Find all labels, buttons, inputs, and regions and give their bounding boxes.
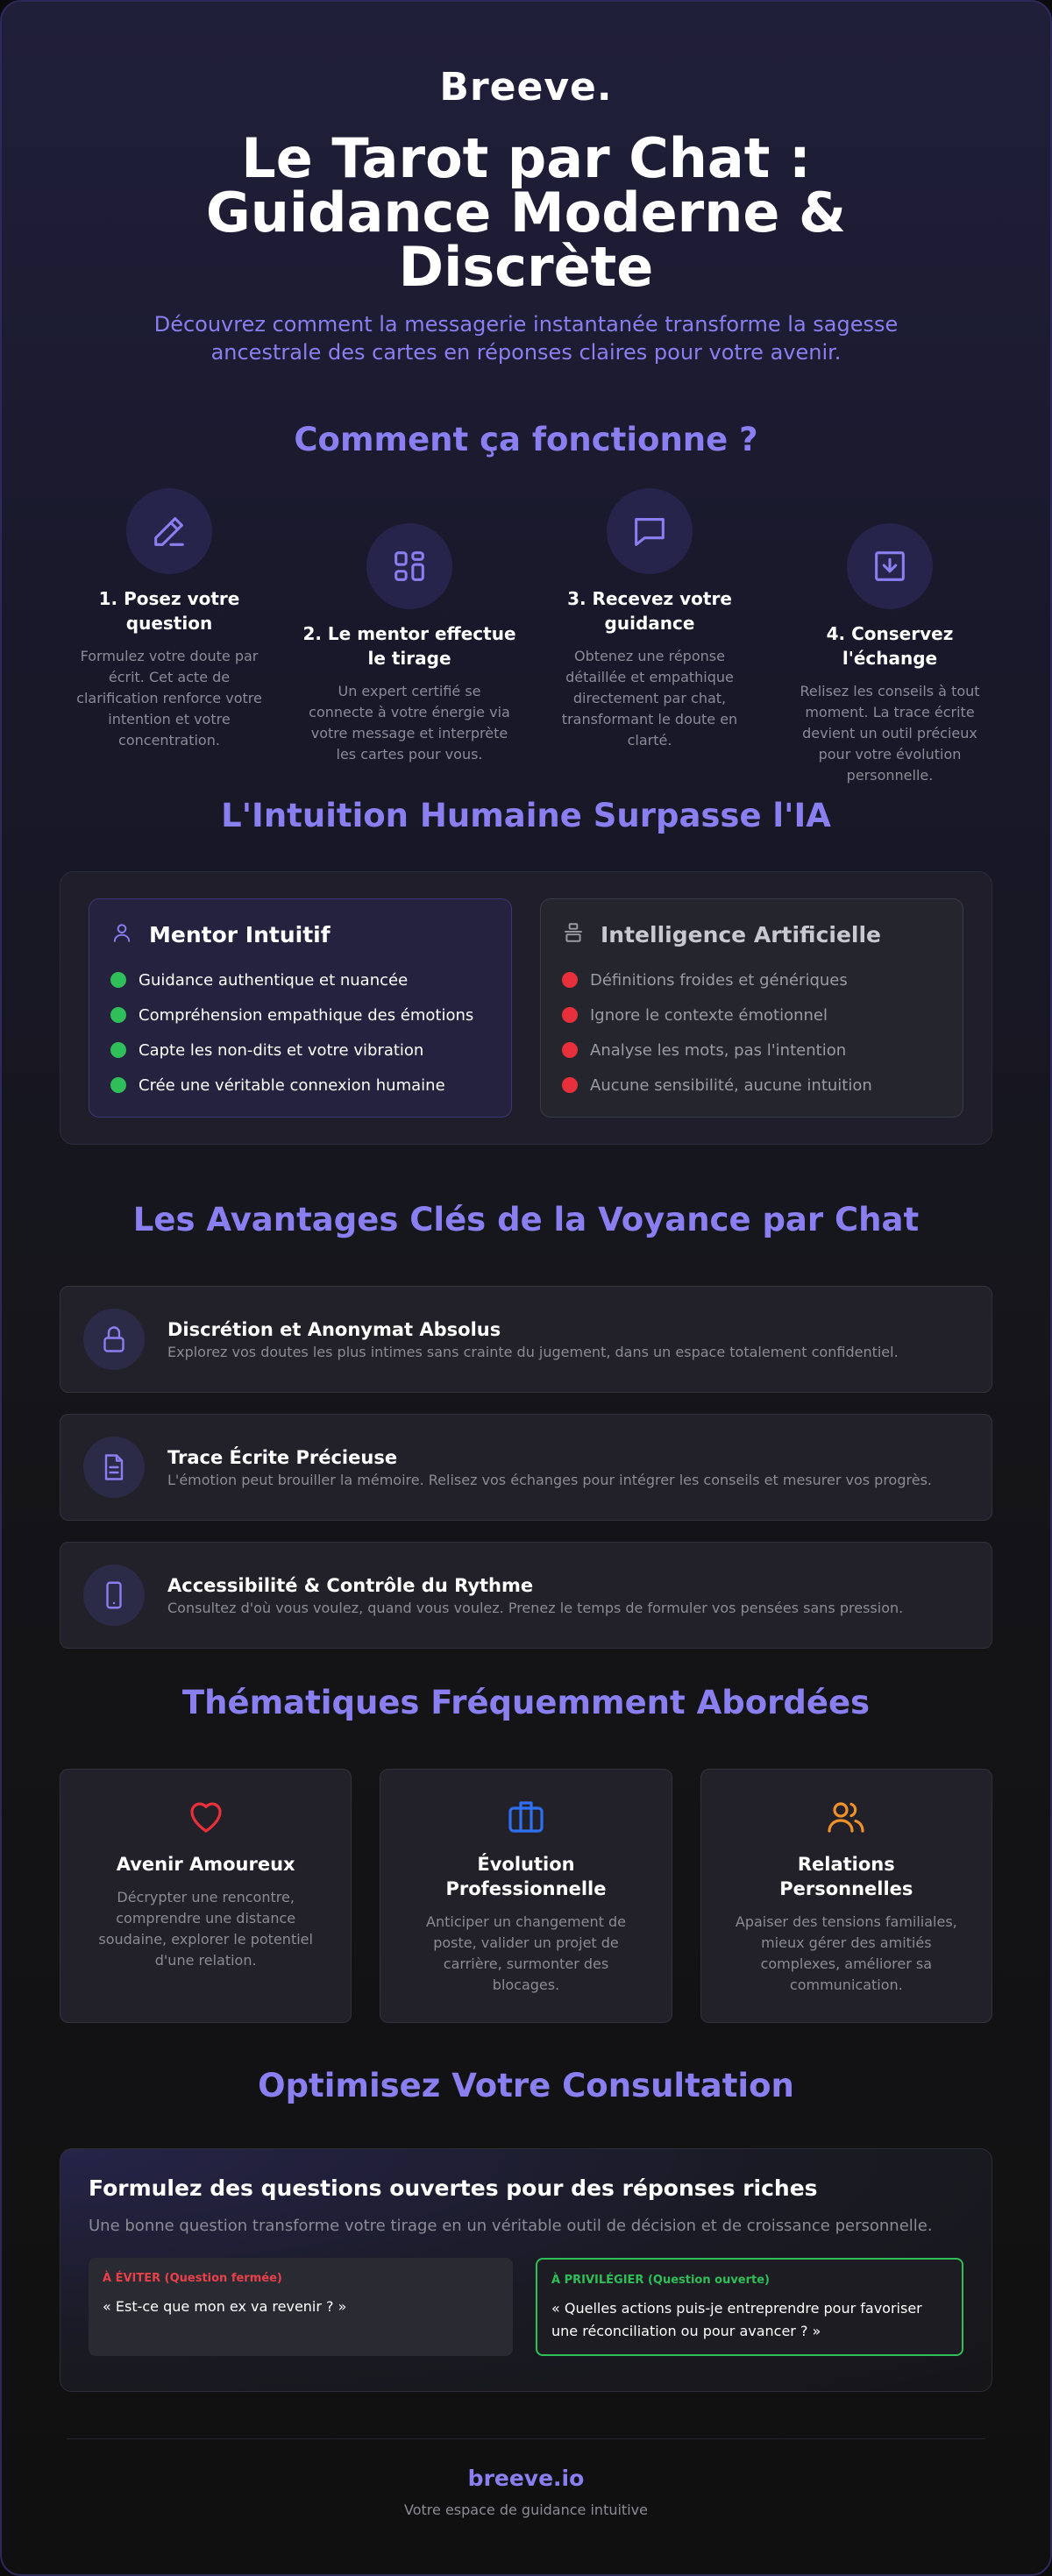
- list-item-text: Définitions froides et génériques: [590, 970, 848, 990]
- list-item-text: Aucune sensibilité, aucune intuition: [590, 1075, 872, 1095]
- step-item: [300, 523, 519, 765]
- example-avoid: [89, 2258, 513, 2356]
- document-icon: [83, 1437, 145, 1498]
- smartphone-icon: [83, 1565, 145, 1626]
- footer-brand-link[interactable]: breeve.io: [467, 2466, 585, 2491]
- benefit-card: [60, 1286, 992, 1393]
- pencil-icon: [126, 488, 212, 574]
- example-prefer: [536, 2258, 963, 2356]
- benefit-text: [167, 1447, 932, 1488]
- list-item-text: Analyse les mots, pas l'intention: [590, 1040, 847, 1060]
- benefit-text: [167, 1319, 899, 1360]
- cross-dot-icon: [562, 972, 578, 988]
- step-item: [540, 488, 759, 751]
- step-title: 1. Posez votre question: [98, 588, 240, 634]
- list-item: [110, 1033, 490, 1068]
- cross-dot-icon: [562, 1077, 578, 1093]
- benefit-title: Discrétion et Anonymat Absolus: [167, 1318, 501, 1340]
- page-title: Le Tarot par Chat : Guidance Moderne & Discrète: [205, 126, 847, 299]
- theme-desc: Décrypter une rencontre, comprendre une distance soudaine, explorer le potentiel d'une relation.: [98, 1889, 313, 1969]
- footer: [67, 2438, 985, 2518]
- section-title-how: Comment ça fonctionne ?: [294, 421, 758, 458]
- example-text: « Quelles actions puis-je entreprendre pour favoriser une réconciliation ou pour avancer ? »: [551, 2300, 922, 2339]
- step-title: 2. Le mentor effectue le tirage: [302, 623, 516, 669]
- list-item-text: Capte les non-dits et votre vibration: [139, 1040, 424, 1060]
- benefit-title: Trace Écrite Précieuse: [167, 1446, 398, 1468]
- benefit-desc: Consultez d'où vous voulez, quand vous voulez. Prenez le temps de formuler vos pensées sans pression.: [167, 1599, 904, 1616]
- list-item: [110, 962, 490, 997]
- theme-title: Évolution Professionnelle: [445, 1854, 607, 1899]
- comparison-card-header: [110, 919, 490, 950]
- hero-subtitle: Découvrez comment la messagerie instantanée transforme la sagesse ancestrale des cartes en réponses claires pour votre avenir.: [153, 312, 899, 365]
- step-item: [780, 523, 999, 786]
- lock-icon: [83, 1309, 145, 1370]
- robot-icon: [562, 921, 585, 947]
- comparison-card-ai: [540, 898, 963, 1118]
- list-item-text: Compréhension empathique des émotions: [139, 1005, 474, 1025]
- optimize-card: [60, 2148, 992, 2392]
- theme-desc: Apaiser des tensions familiales, mieux gérer des amitiés complexes, améliorer sa communication.: [735, 1913, 957, 1993]
- heart-icon: [92, 1796, 319, 1842]
- section-title-optimize: Optimisez Votre Consultation: [258, 2067, 794, 2104]
- chat-bubble-icon: [607, 488, 693, 574]
- example-text: « Est-ce que mon ex va revenir ? »: [103, 2298, 347, 2315]
- list-item-text: Ignore le contexte émotionnel: [590, 1005, 828, 1025]
- theme-card: [60, 1769, 352, 2023]
- check-dot-icon: [110, 1077, 126, 1093]
- comparison-card-header: [562, 919, 942, 950]
- list-item: [562, 1068, 942, 1103]
- brand-logo[interactable]: Breeve.: [439, 65, 613, 110]
- user-icon: [110, 921, 133, 947]
- users-icon: [733, 1796, 960, 1842]
- check-dot-icon: [110, 972, 126, 988]
- check-dot-icon: [110, 1007, 126, 1023]
- question-examples: [89, 2258, 963, 2356]
- themes-list: [60, 1769, 992, 2023]
- comparison-card-human: [89, 898, 512, 1118]
- section-title-themes: Thématiques Fréquemment Abordées: [181, 1684, 871, 1721]
- section-title-compare: L'Intuition Humaine Surpasse l'IA: [221, 797, 831, 834]
- comparison-list: [110, 962, 490, 1103]
- benefit-desc: L'émotion peut brouiller la mémoire. Relisez vos échanges pour intégrer les conseils et mesurer vos progrès.: [167, 1471, 932, 1488]
- benefit-card: [60, 1542, 992, 1649]
- example-label: À PRIVILÉGIER (Question ouverte): [551, 2274, 770, 2287]
- benefit-title: Accessibilité & Contrôle du Rythme: [167, 1574, 534, 1596]
- save-download-icon: [847, 523, 933, 609]
- step-desc: Relisez les conseils à tout moment. La trace écrite devient un outil précieux pour votre évolution personnelle.: [800, 683, 980, 784]
- theme-card: [700, 1769, 992, 2023]
- comparison-card-title: Intelligence Artificielle: [601, 921, 882, 947]
- check-dot-icon: [110, 1042, 126, 1058]
- step-desc: Un expert certifié se connecte à votre énergie via votre message et interprète les cartes pour vous.: [309, 683, 510, 763]
- steps-list: [60, 488, 992, 784]
- list-item: [110, 997, 490, 1033]
- example-label: À ÉVITER (Question fermée): [103, 2272, 282, 2285]
- step-desc: Obtenez une réponse détaillée et empathique directement par chat, transformant le doute en clarté.: [561, 648, 738, 749]
- list-item: [562, 997, 942, 1033]
- theme-title: Avenir Amoureux: [116, 1854, 295, 1875]
- footer-tagline: Votre espace de guidance intuitive: [404, 2501, 648, 2518]
- step-title: 4. Conservez l'échange: [826, 623, 954, 669]
- briefcase-icon: [412, 1796, 639, 1842]
- benefit-desc: Explorez vos doutes les plus intimes sans crainte du jugement, dans un espace totalement confidentiel.: [167, 1343, 899, 1360]
- theme-card: [380, 1769, 672, 2023]
- comparison-card-title: Mentor Intuitif: [149, 921, 331, 947]
- list-item: [562, 962, 942, 997]
- list-item-text: Crée une véritable connexion humaine: [139, 1075, 445, 1095]
- list-item-text: Guidance authentique et nuancée: [139, 970, 409, 990]
- comparison-panel: [60, 871, 992, 1145]
- step-desc: Formulez votre doute par écrit. Cet acte de clarification renforce votre intention et votre concentration.: [76, 648, 262, 749]
- comparison-list: [562, 962, 942, 1103]
- theme-title: Relations Personnelles: [779, 1854, 913, 1899]
- benefits-list: [60, 1286, 992, 1649]
- cross-dot-icon: [562, 1007, 578, 1023]
- optimize-card-subtitle: Une bonne question transforme votre tirage en un véritable outil de décision et de croissance personnelle.: [89, 2217, 933, 2235]
- benefit-text: [167, 1575, 903, 1616]
- grid-icon: [366, 523, 452, 609]
- list-item: [562, 1033, 942, 1068]
- cross-dot-icon: [562, 1042, 578, 1058]
- optimize-card-title: Formulez des questions ouvertes pour des réponses riches: [89, 2175, 818, 2201]
- list-item: [110, 1068, 490, 1103]
- section-title-benefits: Les Avantages Clés de la Voyance par Chat: [132, 1201, 920, 1238]
- benefit-card: [60, 1414, 992, 1521]
- step-title: 3. Recevez votre guidance: [567, 588, 732, 634]
- theme-desc: Anticiper un changement de poste, valider un projet de carrière, surmonter des blocages.: [426, 1913, 626, 1993]
- step-item: [60, 488, 279, 751]
